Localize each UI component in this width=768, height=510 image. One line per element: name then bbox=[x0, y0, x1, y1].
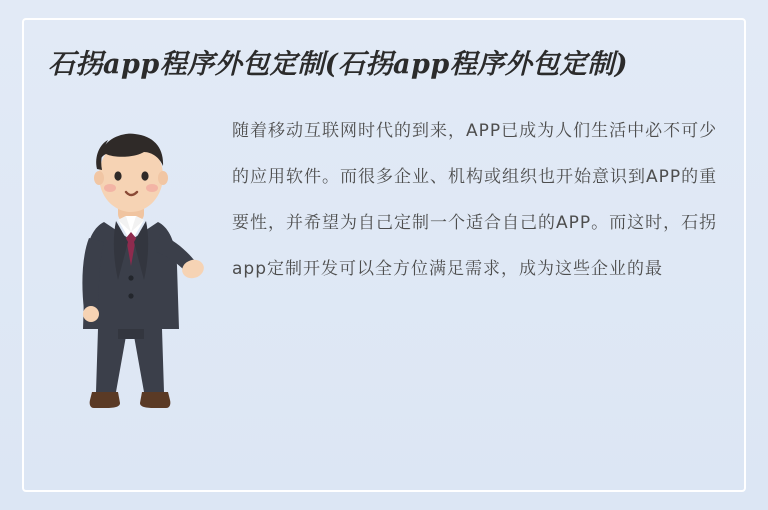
article-body bbox=[206, 108, 722, 292]
body-row bbox=[48, 108, 722, 414]
article-paragraph: 随着移动互联网时代的到来，APP已成为人们生活中必不可少的应用软件。而很多企业、机构或组织也开始意识到APP的重要性，并希望为自己定制一个适合自己的APP。而这时，石拐app定制开发可以全方位满足需求，成为这些企业的最 bbox=[232, 121, 718, 279]
businessman-presenting-illustration bbox=[56, 114, 206, 414]
page-title: 石拐app程序外包定制(石拐app程序外包定制) bbox=[48, 49, 629, 80]
content-area bbox=[48, 44, 722, 470]
